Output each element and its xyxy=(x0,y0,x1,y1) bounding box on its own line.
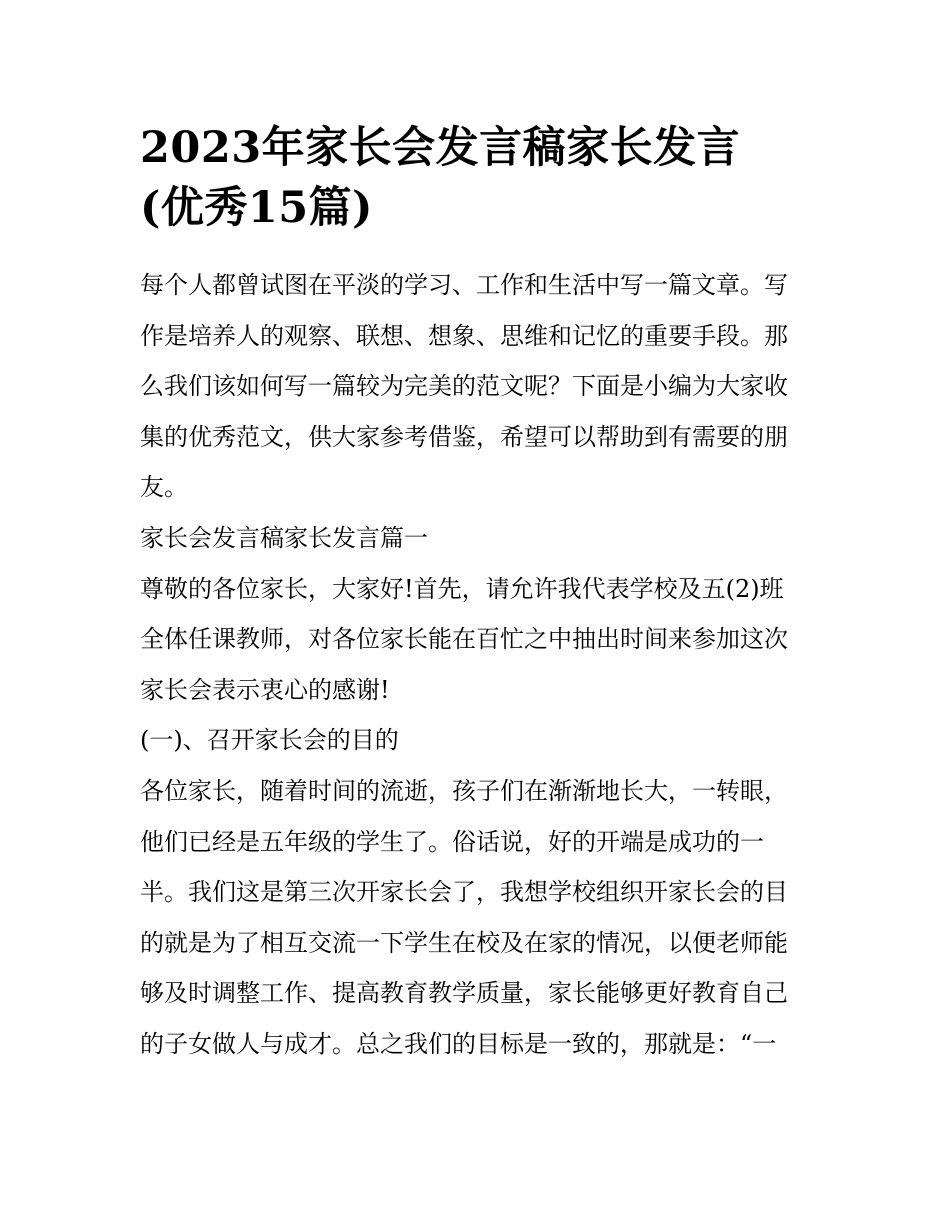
text-line: 友。 xyxy=(140,473,188,502)
text-line: 每个人都曾试图在平淡的学习、工作和生活中写一篇文章。写 xyxy=(140,271,788,299)
text-line: 他们已经是五年级的学生了。俗话说，好的开端是成功的一 xyxy=(140,827,764,856)
document-body xyxy=(140,260,812,1070)
intro-paragraph xyxy=(140,260,812,513)
text-line: 作是培养人的观察、联想、想象、思维和记忆的重要手段。那 xyxy=(140,321,788,350)
text-line: 的就是为了相互交流一下学生在校及在家的情况，以便老师能 xyxy=(140,928,788,957)
text-line: 的子女做人与成才。总之我们的目标是一致的，那就是：“一 xyxy=(140,1029,777,1058)
greeting-paragraph xyxy=(140,564,812,716)
text-line: 尊敬的各位家长，大家好!首先，请允许我代表学校及五(2)班 xyxy=(140,574,784,603)
text-line: 各位家长，随着时间的流逝，孩子们在渐渐地长大，一转眼， xyxy=(140,776,788,805)
text-line: 够及时调整工作、提高教育教学质量，家长能够更好教育自己 xyxy=(140,979,788,1008)
text-line: 家长会发言稿家长发言篇一 xyxy=(140,523,428,552)
purpose-paragraph xyxy=(140,766,812,1070)
text-line: (一)、召开家长会的目的 xyxy=(140,726,399,755)
text-line: 家长会表示衷心的感谢! xyxy=(140,675,390,704)
subsection-heading xyxy=(140,715,812,766)
title-line-1: 2023年家长会发言稿家长发言 xyxy=(140,123,741,173)
title-line-2: (优秀15篇) xyxy=(140,183,374,233)
document-page xyxy=(140,118,812,1070)
text-line: 么我们该如何写一篇较为完美的范文呢？下面是小编为大家收 xyxy=(140,372,788,401)
section-heading xyxy=(140,513,812,564)
text-line: 集的优秀范文，供大家参考借鉴，希望可以帮助到有需要的朋 xyxy=(140,422,788,451)
document-title xyxy=(140,118,812,238)
text-line: 半。我们这是第三次开家长会了，我想学校组织开家长会的目 xyxy=(140,878,788,907)
text-line: 全体任课教师，对各位家长能在百忙之中抽出时间来参加这次 xyxy=(140,625,788,654)
